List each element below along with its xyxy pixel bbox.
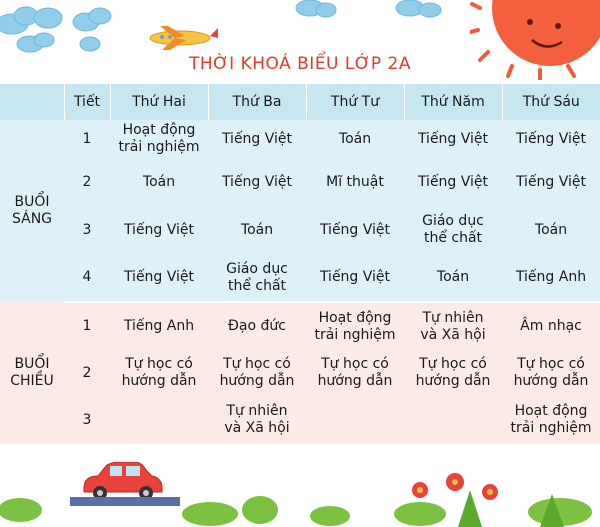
subject-cell	[404, 158, 502, 206]
subject-text: Tiếng Việt	[123, 221, 195, 238]
subject-text: trải nghiệm	[314, 326, 396, 343]
table-row	[0, 120, 600, 158]
subject-text: Tiếng Việt	[319, 221, 391, 238]
subject-cell	[404, 254, 502, 302]
subject-cell	[208, 302, 306, 350]
subject-cell	[306, 396, 404, 444]
subject-text: Tiếng Việt	[221, 173, 293, 190]
subject-cell	[208, 158, 306, 206]
subject-text: Tiếng Việt	[515, 130, 587, 147]
subject-cell	[110, 254, 208, 302]
subject-text: Tiếng Việt	[123, 269, 195, 285]
subject-text: Hoạt động	[318, 309, 392, 326]
subject-text: Toán	[142, 173, 176, 190]
subject-text: Tự nhiên	[226, 403, 288, 419]
session-label: BUỔI	[14, 356, 50, 372]
subject-text: Toán	[436, 269, 470, 285]
timetable	[0, 84, 600, 444]
subject-text: Tự học có	[419, 356, 487, 372]
session-afternoon	[0, 302, 64, 444]
subject-cell	[306, 350, 404, 396]
session-morning	[0, 120, 64, 302]
session-label: SÁNG	[11, 211, 53, 227]
cloud-icon	[290, 0, 490, 30]
subject-text: Hoạt động	[122, 122, 196, 138]
subject-cell	[208, 206, 306, 254]
subject-text: Tiếng Việt	[319, 269, 391, 285]
subject-cell	[404, 120, 502, 158]
subject-text: hướng dẫn	[219, 373, 295, 389]
subject-cell	[110, 158, 208, 206]
subject-cell	[110, 396, 208, 444]
subject-text: Tiếng Việt	[221, 130, 293, 147]
subject-cell	[404, 302, 502, 350]
period-cell: 4	[64, 254, 110, 302]
subject-text: và Xã hội	[420, 326, 486, 343]
subject-cell	[110, 302, 208, 350]
subject-cell	[404, 396, 502, 444]
table-row	[0, 396, 600, 444]
subject-cell	[306, 254, 404, 302]
subject-cell	[208, 396, 306, 444]
subject-text: Toán	[338, 130, 372, 147]
header-cell-thursday: Thứ Năm	[404, 84, 502, 120]
subject-cell	[502, 120, 600, 158]
period-cell: 3	[64, 206, 110, 254]
subject-text: Tự nhiên	[422, 309, 484, 326]
cloud-icon	[0, 0, 260, 60]
subject-cell	[404, 350, 502, 396]
subject-cell	[502, 350, 600, 396]
period-cell: 2	[64, 158, 110, 206]
header-cell-monday: Thứ Hai	[110, 84, 208, 120]
subject-cell	[502, 302, 600, 350]
subject-text: trải nghiệm	[510, 420, 592, 436]
subject-text: Tiếng Việt	[417, 173, 489, 190]
subject-text: Mĩ thuật	[326, 173, 384, 190]
table-row	[0, 206, 600, 254]
subject-text: Âm nhạc	[520, 318, 582, 334]
header-cell-wednesday: Thứ Tư	[306, 84, 404, 120]
header-cell-friday: Thứ Sáu	[502, 84, 600, 120]
subject-cell	[208, 350, 306, 396]
subject-cell	[208, 120, 306, 158]
subject-text: Tự học có	[223, 356, 291, 372]
subject-text: Tự học có	[321, 356, 389, 372]
subject-cell	[110, 350, 208, 396]
subject-cell	[502, 396, 600, 444]
subject-text: thể chất	[227, 277, 287, 294]
session-label: CHIỀU	[10, 373, 54, 389]
subject-text: thể chất	[423, 230, 483, 246]
header-cell-period: Tiết	[64, 84, 110, 120]
header-cell-tuesday: Thứ Ba	[208, 84, 306, 120]
subject-cell	[502, 254, 600, 302]
subject-cell	[306, 158, 404, 206]
subject-cell	[110, 206, 208, 254]
table-row	[0, 254, 600, 302]
table-row	[0, 350, 600, 396]
subject-text: Giáo dục	[226, 260, 288, 277]
subject-cell	[306, 120, 404, 158]
period-cell: 1	[64, 302, 110, 350]
subject-cell	[306, 206, 404, 254]
subject-cell	[502, 206, 600, 254]
period-cell: 3	[64, 396, 110, 444]
subject-text: Tự học có	[517, 356, 585, 372]
subject-cell	[208, 254, 306, 302]
header-cell	[0, 84, 64, 120]
subject-cell	[306, 302, 404, 350]
table-row	[0, 158, 600, 206]
subject-text: Giáo dục	[422, 213, 484, 229]
period-cell: 2	[64, 350, 110, 396]
subject-text: Tiếng Anh	[515, 269, 587, 285]
table-row	[0, 302, 600, 350]
subject-text: Toán	[534, 221, 568, 238]
subject-text: Toán	[240, 221, 274, 238]
subject-text: Tiếng Việt	[515, 173, 587, 190]
flower-icon	[400, 470, 510, 510]
subject-text: Đạo đức	[228, 318, 286, 334]
airplane-icon	[140, 22, 220, 54]
subject-text: hướng dẫn	[513, 373, 589, 389]
subject-cell	[110, 120, 208, 158]
subject-text: Hoạt động	[514, 403, 588, 419]
page-title: THỜI KHOÁ BIỂU LỚP 2A	[188, 54, 411, 74]
subject-text: hướng dẫn	[415, 373, 491, 389]
subject-text: hướng dẫn	[121, 373, 197, 389]
subject-text: hướng dẫn	[317, 373, 393, 389]
subject-text: trải nghiệm	[118, 139, 200, 155]
subject-text: Tiếng Việt	[417, 130, 489, 147]
header-row	[0, 84, 600, 120]
subject-cell	[502, 158, 600, 206]
session-label: BUỔI	[14, 194, 50, 210]
leaf-icon	[0, 470, 600, 527]
subject-cell	[404, 206, 502, 254]
sun-icon	[470, 0, 600, 80]
subject-text: Tiếng Anh	[123, 318, 195, 334]
subject-text: Tự học có	[125, 356, 193, 372]
period-cell: 1	[64, 120, 110, 158]
subject-text: và Xã hội	[224, 420, 290, 436]
